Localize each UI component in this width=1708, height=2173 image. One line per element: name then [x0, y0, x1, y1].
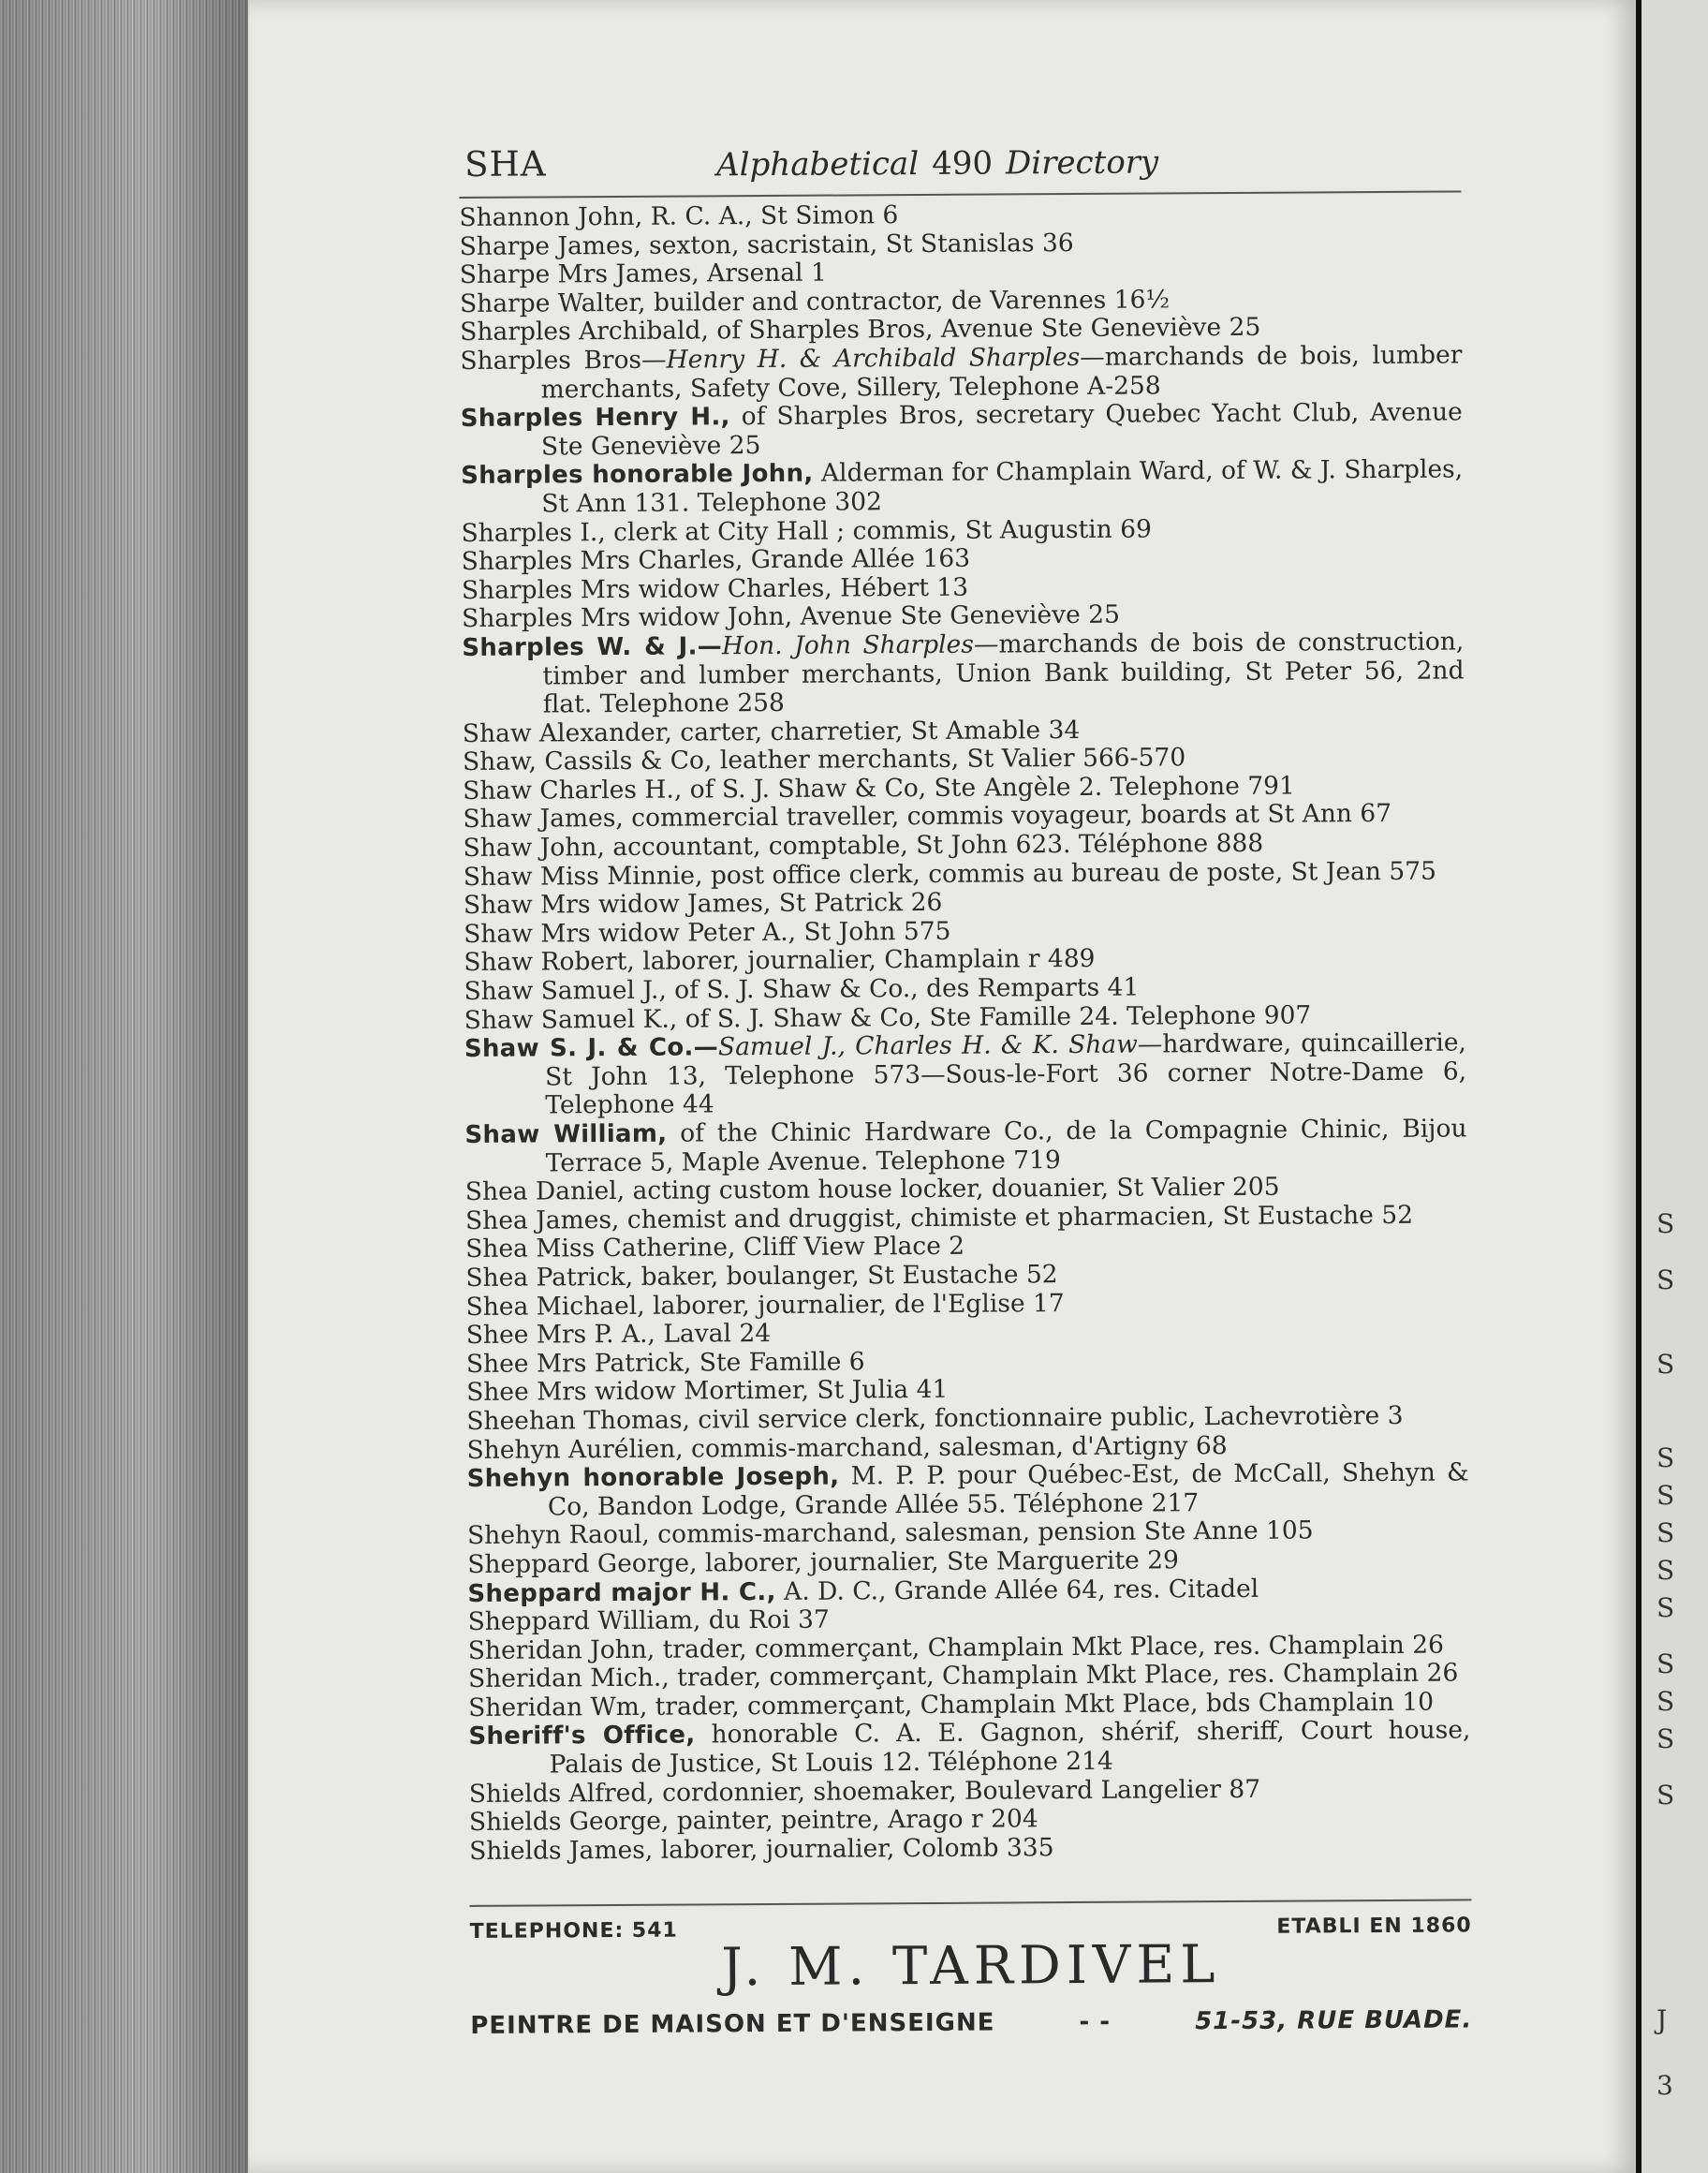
- adjacent-page-fragment: S: [1656, 1517, 1675, 1548]
- entry-text: Shee Mrs P. A., Laval 24: [465, 1319, 772, 1351]
- entry-text: Shee Mrs widow Mortimer, St Julia 41: [466, 1375, 949, 1408]
- page-number: 490: [932, 144, 994, 183]
- entry-text: Sheehan Thomas, civil service clerk, fonctionnaire public, Lachevrotière 3: [466, 1400, 1404, 1436]
- entry-bold-name: Shaw S. J. & Co.—: [464, 1033, 719, 1064]
- entry-text: Shaw Robert, laborer, journalier, Champlain r 489: [464, 944, 1096, 978]
- ad-address: 51-53, RUE BUADE.: [1195, 2005, 1473, 2036]
- adjacent-page-fragment: S: [1656, 1592, 1675, 1623]
- adjacent-page-fragment: S: [1656, 1264, 1675, 1295]
- adjacent-page-fragment: S: [1656, 1723, 1675, 1754]
- directory-entry: [461, 456, 1463, 520]
- title-left: Alphabetical: [716, 145, 920, 185]
- adjacent-page-strip: [1636, 0, 1708, 2173]
- entry-text: Shea Miss Catherine, Cliff View Place 2: [465, 1232, 965, 1264]
- page-title: [716, 143, 1158, 184]
- ad-business-name: J. M. TARDIVEL: [721, 1934, 1221, 1999]
- entry-text: honorable C. A. E. Gagnon, shérif, sheriff, Court house, Palais de Justice, St Louis 12. Téléphone 214: [549, 1715, 1471, 1780]
- entry-text: Shaw James, commercial traveller, commis voyageur, boards at St Ann 67: [463, 799, 1392, 835]
- adjacent-page-fragment: J: [1656, 2004, 1668, 2035]
- entry-text: Shannon John, R. C. A., St Simon 6: [459, 200, 899, 232]
- entry-text: Shaw Charles H., of S. J. Shaw & Co, Ste Angèle 2. Telephone 791: [463, 771, 1295, 806]
- ad-trade: PEINTRE DE MAISON ET D'ENSEIGNE: [470, 2008, 995, 2041]
- directory-entry: [464, 1115, 1466, 1178]
- directory-entry: [469, 1831, 1471, 1866]
- entry-text: Shaw Alexander, carter, charretier, St Amable 34: [462, 715, 1081, 748]
- directory-entry: [461, 399, 1463, 463]
- entry-text: Sharples I., clerk at City Hall ; commis, St Augustin 69: [461, 514, 1153, 548]
- running-head: [459, 134, 1461, 199]
- adjacent-page-fragment: S: [1656, 1208, 1675, 1239]
- directory-entry: [466, 1401, 1468, 1436]
- entry-text: hardware, quincaillerie, St John 13, Telephone 573—Sous-le-Fort 36 corner Notre-Dame 6, Telephone 44: [545, 1027, 1467, 1120]
- entry-text: Sharples Mrs widow John, Avenue Ste Geneviève 25: [462, 600, 1120, 634]
- entry-bold-name: Sheppard major H. C.,: [467, 1577, 776, 1608]
- ad-telephone: TELEPHONE: 541: [469, 1919, 678, 1944]
- directory-entries: [459, 198, 1471, 1866]
- entry-bold-name: Sharples Henry H.,: [460, 403, 730, 434]
- entry-text: Shea Michael, laborer, journalier, de l'Eglise 17: [465, 1288, 1065, 1322]
- entry-text: Shields George, painter, peintre, Arago r 204: [468, 1804, 1038, 1838]
- entry-text: Shields James, laborer, journalier, Colomb 335: [469, 1832, 1054, 1866]
- entry-text: M. P. P. pour Québec-Est, de McCall, Shehyn & Co, Bandon Lodge, Grande Allée 55. Téléphone 217: [547, 1457, 1469, 1522]
- entry-partners: Samuel J., Charles H. & K. Shaw—: [717, 1029, 1163, 1062]
- entry-text: Sheridan Mich., trader, commerçant, Champlain Mkt Place, res. Champlain 26: [467, 1658, 1459, 1694]
- entry-name: Sharples Bros—: [460, 345, 667, 376]
- page-edges-shadow: [0, 0, 248, 2173]
- entry-text: Shaw Mrs widow James, St Patrick 26: [463, 888, 943, 921]
- title-right: Directory: [1005, 143, 1159, 183]
- entry-text: Shehyn Raoul, commis-marchand, salesman, pension Ste Anne 105: [467, 1515, 1314, 1551]
- entry-text: Sharples Mrs widow Charles, Hébert 13: [461, 572, 969, 605]
- entry-text: Shaw Miss Minnie, post office clerk, commis au bureau de poste, St Jean 575: [463, 856, 1437, 892]
- advertisement: [470, 1900, 1473, 2067]
- directory-entry: [462, 628, 1465, 719]
- entry-text: Shea Daniel, acting custom house locker, douanier, St Valier 205: [464, 1172, 1280, 1207]
- directory-entry: [467, 1459, 1469, 1523]
- entry-bold-name: Shehyn honorable Joseph,: [466, 1462, 840, 1494]
- entry-text: of Sharples Bros, secretary Quebec Yacht Club, Avenue Ste Geneviève 25: [540, 397, 1463, 462]
- adjacent-page-fragment: 3: [1656, 2070, 1673, 2101]
- entry-text: Sheridan John, trader, commerçant, Champlain Mkt Place, res. Champlain 26: [467, 1630, 1444, 1665]
- entry-partners: Hon. John Sharples—: [721, 629, 999, 661]
- entry-partners: Henry H. & Archibald Sharples—: [666, 342, 1105, 375]
- adjacent-page-fragment: S: [1656, 1480, 1675, 1511]
- ad-trade-line: [470, 2006, 1472, 2041]
- entry-text: Shaw Samuel K., of S. J. Shaw & Co, Ste Famille 24. Telephone 907: [464, 1000, 1312, 1035]
- entry-text: Shaw, Cassils & Co, leather merchants, St Valier 566-570: [462, 743, 1186, 777]
- adjacent-page-fragment: S: [1656, 1349, 1675, 1380]
- entry-text: Sharples Mrs Charles, Grande Allée 163: [461, 543, 971, 577]
- entry-text: Sharples Archibald, of Sharples Bros, Avenue Ste Geneviève 25: [460, 313, 1261, 347]
- entry-text: Sheppard William, du Roi 37: [467, 1604, 830, 1637]
- entry-text: Sharpe Mrs James, Arsenal 1: [459, 258, 827, 290]
- entry-bold-name: Sharples W. & J.—: [462, 632, 723, 662]
- entry-text: Sharpe James, sexton, sacristain, St Stanislas 36: [459, 228, 1074, 261]
- adjacent-page-fragment: S: [1656, 1648, 1675, 1679]
- ad-separator: - -: [1079, 2008, 1112, 2037]
- entry-text: Shaw John, accountant, comptable, St John 623. Téléphone 888: [463, 828, 1264, 864]
- directory-entry: [460, 341, 1462, 405]
- entry-text: Shea James, chemist and druggist, chimiste et pharmacien, St Eustache 52: [464, 1200, 1414, 1235]
- entry-text: Alderman for Champlain Ward, of W. & J. Sharples, St Ann 131. Telephone 302: [541, 454, 1464, 519]
- entry-text: marchands de bois de construction, timber and lumber merchants, Union Bank building, St Peter 56, 2nd flat. Telephone 258: [542, 627, 1465, 719]
- entry-text: Shields Alfred, cordonnier, shoemaker, Boulevard Langelier 87: [468, 1774, 1261, 1809]
- entry-text: Sheppard George, laborer, journalier, Ste Marguerite 29: [467, 1545, 1180, 1579]
- entry-text: Shee Mrs Patrick, Ste Famille 6: [465, 1347, 865, 1379]
- entry-text: marchands de bois, lumber merchants, Safety Cove, Sillery, Telephone A-258: [540, 340, 1463, 405]
- entry-bold-name: Sharples honorable John,: [461, 460, 814, 491]
- adjacent-page-fragment: S: [1656, 1555, 1675, 1586]
- entry-text: Sheridan Wm, trader, commerçant, Champlain Mkt Place, bds Champlain 10: [468, 1687, 1435, 1722]
- entry-bold-name: Sheriff's Office,: [468, 1721, 696, 1752]
- entry-text: Sharpe Walter, builder and contractor, de Varennes 16½: [459, 285, 1171, 318]
- page-content: [459, 134, 1473, 2066]
- directory-entry: [468, 1717, 1470, 1781]
- entry-text: Shehyn Aurélien, commis-marchand, salesman, d'Artigny 68: [466, 1430, 1228, 1465]
- entry-text: Shea Patrick, baker, boulanger, St Eustache 52: [465, 1260, 1058, 1293]
- adjacent-page-fragment: S: [1656, 1780, 1675, 1811]
- entry-text: Shaw Samuel J., of S. J. Shaw & Co., des Remparts 41: [464, 972, 1140, 1007]
- entry-text: of the Chinic Hardware Co., de la Compagnie Chinic, Bijou Terrace 5, Maple Avenue. Telephone 719: [545, 1114, 1467, 1178]
- entry-text: A. D. C., Grande Allée 64, res. Citadel: [775, 1574, 1259, 1606]
- adjacent-page-fragment: S: [1656, 1442, 1675, 1473]
- entry-bold-name: Shaw William,: [464, 1119, 668, 1149]
- ad-established: ETABLI EN 1860: [1276, 1914, 1472, 1940]
- directory-entry: [464, 1029, 1467, 1121]
- section-label: SHA: [464, 143, 547, 185]
- entry-text: Shaw Mrs widow Peter A., St John 575: [464, 916, 951, 949]
- adjacent-page-fragment: S: [1656, 1686, 1675, 1717]
